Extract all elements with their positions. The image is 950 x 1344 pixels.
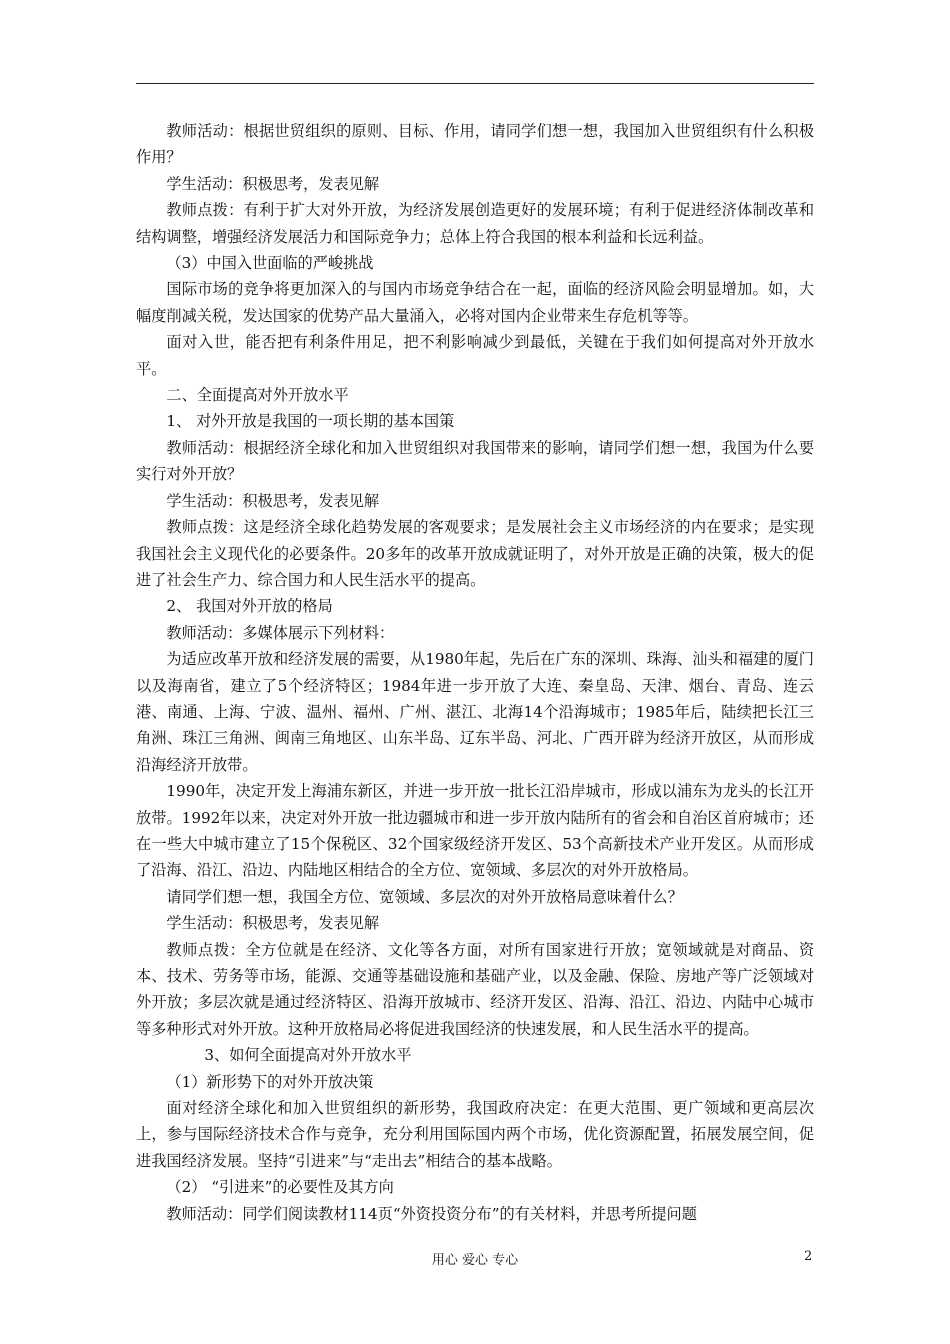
section-heading: （1）新形势下的对外开放决策	[166, 1072, 374, 1091]
section-heading: 二、全面提高对外开放水平	[166, 386, 349, 405]
section-heading: 1、 对外开放是我国的一项长期的基本国策	[166, 412, 455, 431]
document-body	[136, 118, 814, 1227]
paragraph: 学生活动：积极思考，发表见解	[166, 174, 380, 193]
paragraph: 面对入世，能否把有利条件用足，把不利影响减少到最低，关键在于我们如何提高对外开放水平。	[136, 333, 814, 378]
paragraph: 教师点拨：这是经济全球化趋势发展的客观要求；是发展社会主义市场经济的内在要求；是实现我国社会主义现代化的必要条件。20多年的改革开放成就证明了，对外开放是正确的决策，极大的促进了社会生产力、综合国力和人民生活水平的提高。	[136, 518, 814, 589]
paragraph: 请同学们想一想，我国全方位、宽领域、多层次的对外开放格局意味着什么？	[166, 887, 683, 906]
footer-text: 用心 爱心 专心	[431, 1253, 519, 1268]
section-heading: 2、 我国对外开放的格局	[166, 597, 333, 616]
paragraph: 教师活动：根据经济全球化和加入世贸组织对我国带来的影响，请同学们想一想，我国为什么要实行对外开放？	[136, 438, 814, 484]
section-heading: （2） “引进来”的必要性及其方向	[166, 1178, 394, 1197]
header-rule	[136, 83, 814, 84]
section-heading: （3）中国入世面临的严峻挑战	[166, 254, 374, 273]
paragraph: 教师活动：根据世贸组织的原则、目标、作用，请同学们想一想，我国加入世贸组织有什么积极作用？	[136, 122, 814, 167]
paragraph: 1990年，决定开发上海浦东新区，并进一步开放一批长江沿岸城市，形成以浦东为龙头的长江开放带。1992年以来，决定对外开放一批边疆城市和进一步开放内陆所有的省会和自治区首府城市；还在一些大中城市建立了15个保税区、32个国家级经济开发区、53个高新技术产业开发区。从而形成了沿海、沿江、沿边、内陆地区相结合的全方位、宽领域、多层次的对外开放格局。	[136, 782, 814, 880]
paragraph: 教师点拨：全方位就是在经济、文化等各方面，对所有国家进行开放；宽领域就是对商品、资本、技术、劳务等市场，能源、交通等基础设施和基础产业，以及金融、保险、房地产等广泛领域对外开放；多层次就是通过经济特区、沿海开放城市、经济开发区、沿海、沿江、沿边、内陆中心城市等多种形式对外开放。这种开放格局必将促进我国经济的快速发展，和人民生活水平的提高。	[136, 940, 814, 1038]
page-number: 2	[804, 1249, 813, 1264]
paragraph: 为适应改革开放和经济发展的需要，从1980年起，先后在广东的深圳、珠海、汕头和福建的厦门以及海南省，建立了5个经济特区；1984年进一步开放了大连、秦皇岛、天津、烟台、青岛、连云港、南通、上海、宁波、温州、福州、广州、湛江、北海14个沿海城市；1985年后，陆续把长江三角洲、珠江三角洲、闽南三角地区、山东半岛、辽东半岛、河北、广西开辟为经济开放区，从而形成沿海经济开放带。	[136, 650, 814, 774]
paragraph: 教师点拨：有利于扩大对外开放，为经济发展创造更好的发展环境；有利于促进经济体制改革和结构调整，增强经济发展活力和国际竞争力；总体上符合我国的根本利益和长远利益。	[136, 201, 814, 246]
paragraph: 国际市场的竞争将更加深入的与国内市场竞争结合在一起，面临的经济风险会明显增加。如，大幅度削减关税，发达国家的优势产品大量涌入，必将对国内企业带来生存危机等等。	[136, 280, 814, 325]
paragraph: 教师活动：同学们阅读教材114页“外资投资分布”的有关材料，并思考所提问题	[166, 1204, 697, 1223]
paragraph: 面对经济全球化和加入世贸组织的新形势，我国政府决定：在更大范围、更广领域和更高层次上，参与国际经济技术合作与竞争，充分利用国际国内两个市场，优化资源配置，拓展发展空间，促进我国经济发展。坚持“引进来”与“走出去”相结合的基本战略。	[136, 1099, 814, 1170]
paragraph: 学生活动：积极思考，发表见解	[166, 914, 380, 933]
section-heading: 3、如何全面提高对外开放水平	[204, 1046, 412, 1065]
paragraph: 学生活动：积极思考，发表见解	[166, 491, 380, 510]
paragraph: 教师活动：多媒体展示下列材料：	[166, 623, 395, 642]
